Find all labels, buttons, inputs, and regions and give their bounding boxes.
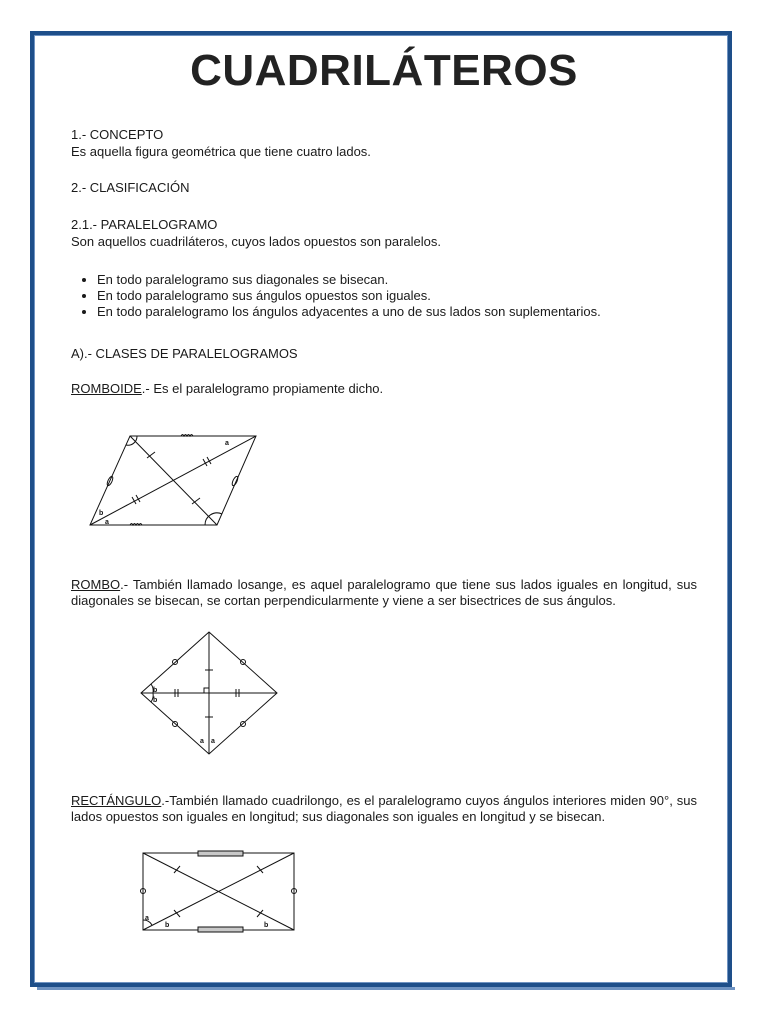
romboide-label-b: b xyxy=(99,510,104,517)
romboide-label-a: a xyxy=(225,440,229,447)
rombo-text: .- También llamado losange, es aquel paralelogramo que tiene sus lados iguales en longitud, sus diagonales se bisecan, se cortan perpendicularmente y viene a ser bisectrices de sus ángulos. xyxy=(71,577,697,608)
list-item: • En todo paralelogramo sus ángulos opuestos son iguales. xyxy=(97,288,601,304)
romboide-diagonal xyxy=(90,436,256,525)
rombo-label-b: b xyxy=(153,687,158,694)
property-list xyxy=(71,272,601,320)
rectangulo-text: .-También llamado cuadrilongo, es el paralelogramo cuyos ángulos interiores miden 90°, sus lados opuestos son iguales en longitud; sus diagonales son iguales en longitud y se bisecan. xyxy=(71,793,697,824)
rombo-label-a: a xyxy=(200,738,204,745)
list-item: • En todo paralelogramo sus diagonales se bisecan. xyxy=(97,272,601,288)
romboide-text: .- Es el paralelogramo propiamente dicho. xyxy=(141,381,384,396)
concepto-heading: 1.- CONCEPTO xyxy=(71,127,164,142)
list-item: • En todo paralelogramo los ángulos adyacentes a uno de sus lados son suplementarios. xyxy=(97,304,601,320)
page-title: CUADRILÁTEROS xyxy=(190,46,578,95)
romboide-label-a: a xyxy=(105,519,109,526)
rombo-label-b: b xyxy=(153,697,158,704)
romboide-paragraph xyxy=(71,381,383,397)
rombo-label-a: a xyxy=(211,738,215,745)
rectangulo-paragraph xyxy=(71,793,697,825)
clasificacion-heading: 2.- CLASIFICACIÓN xyxy=(71,180,190,195)
rectangulo-label-a: a xyxy=(145,915,149,922)
rectangulo-term: RECTÁNGULO xyxy=(71,793,162,808)
concepto-text: Es aquella figura geométrica que tiene cuatro lados. xyxy=(71,144,371,159)
rectangulo-figure xyxy=(138,850,300,935)
rombo-paragraph xyxy=(71,577,697,609)
rectangulo-label-b: b xyxy=(264,922,269,929)
clases-heading: A).- CLASES DE PARALELOGRAMOS xyxy=(71,346,298,361)
romboide-term: ROMBOIDE xyxy=(71,381,142,396)
rectangulo-label-b: b xyxy=(165,922,170,929)
rombo-figure xyxy=(138,630,280,756)
romboide-figure xyxy=(85,430,260,530)
rombo-term: ROMBO xyxy=(71,577,121,592)
paralelogramo-heading: 2.1.- PARALELOGRAMO xyxy=(71,217,218,232)
paralelogramo-text: Son aquellos cuadriláteros, cuyos lados opuestos son paralelos. xyxy=(71,234,442,249)
